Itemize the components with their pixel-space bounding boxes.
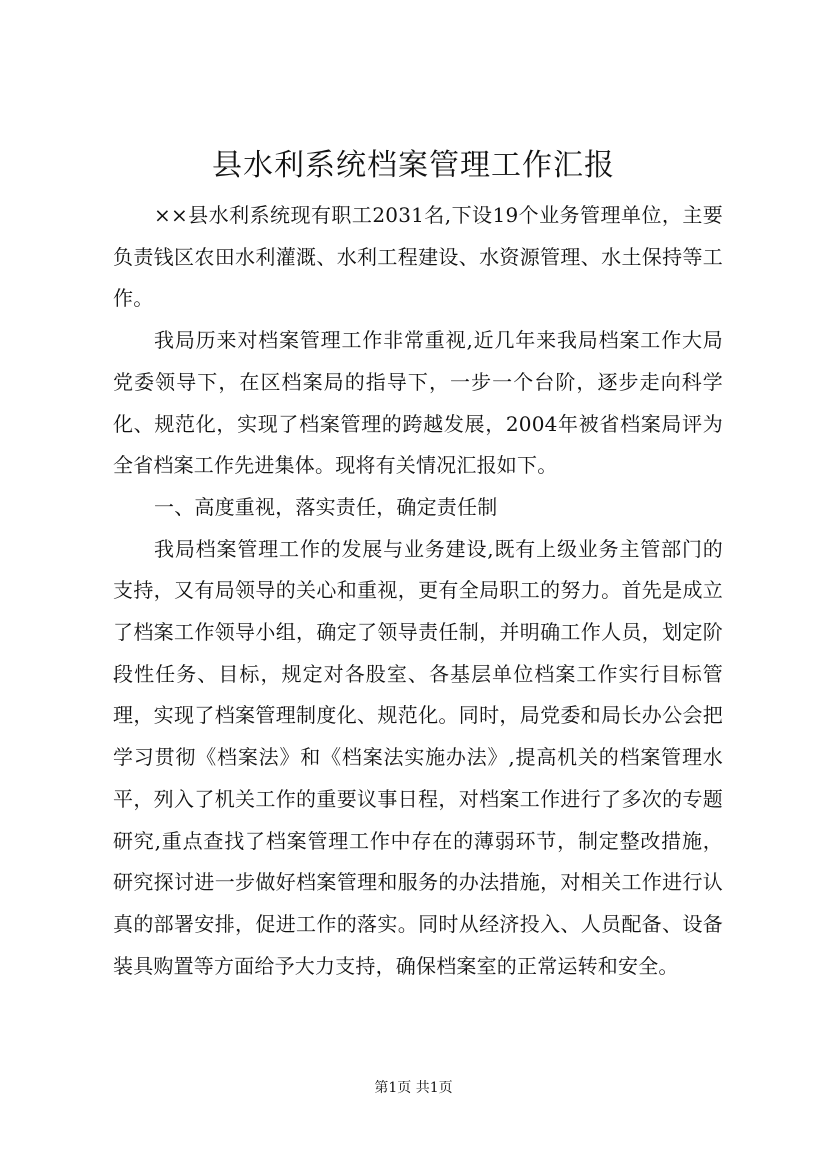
page-footer: 第1页 共1页 xyxy=(374,1080,453,1096)
paragraph-overview: 我局历来对档案管理工作非常重视,近几年来我局档案工作大局党委领导下，在区档案局的指导下，一步一个台阶，逐步走向科学化、规范化，实现了档案管理的跨越发展，2004年被省档案局评为全省档案工作先进集体。现将有关情况汇报如下。 xyxy=(113,328,723,478)
section-heading: 一、高度重视，落实责任，确定责任制 xyxy=(154,494,498,519)
paragraph-intro: ××县水利系统现有职工2031名,下设19个业务管理单位，主要负责钱区农田水利灌溉、水利工程建设、水资源管理、水土保持等工作。 xyxy=(113,203,723,311)
paragraph-section-one: 我局档案管理工作的发展与业务建设,既有上级业务主管部门的支持，又有局领导的关心和重视，更有全局职工的努力。首先是成立了档案工作领导小组，确定了领导责任制，并明确工作人员，划定阶段性任务、目标，规定对各股室、各基层单位档案工作实行目标管理，实现了档案管理制度化、规范化。同时，局党委和局长办公会把学习贯彻《档案法》和《档案法实施办法》,提高机关的档案管理水平，列入了机关工作的重要议事日程，对档案工作进行了多次的专题研究,重点查找了档案管理工作中存在的薄弱环节，制定整改措施，研究探讨进一步做好档案管理和服务的办法措施，对相关工作进行认真的部署安排，促进工作的落实。同时从经济投入、人员配备、设备装具购置等方面给予大力支持，确保档案室的正常运转和安全。 xyxy=(113,536,723,978)
document-body xyxy=(113,195,723,987)
document-title: 县水利系统档案管理工作汇报 xyxy=(212,148,615,183)
